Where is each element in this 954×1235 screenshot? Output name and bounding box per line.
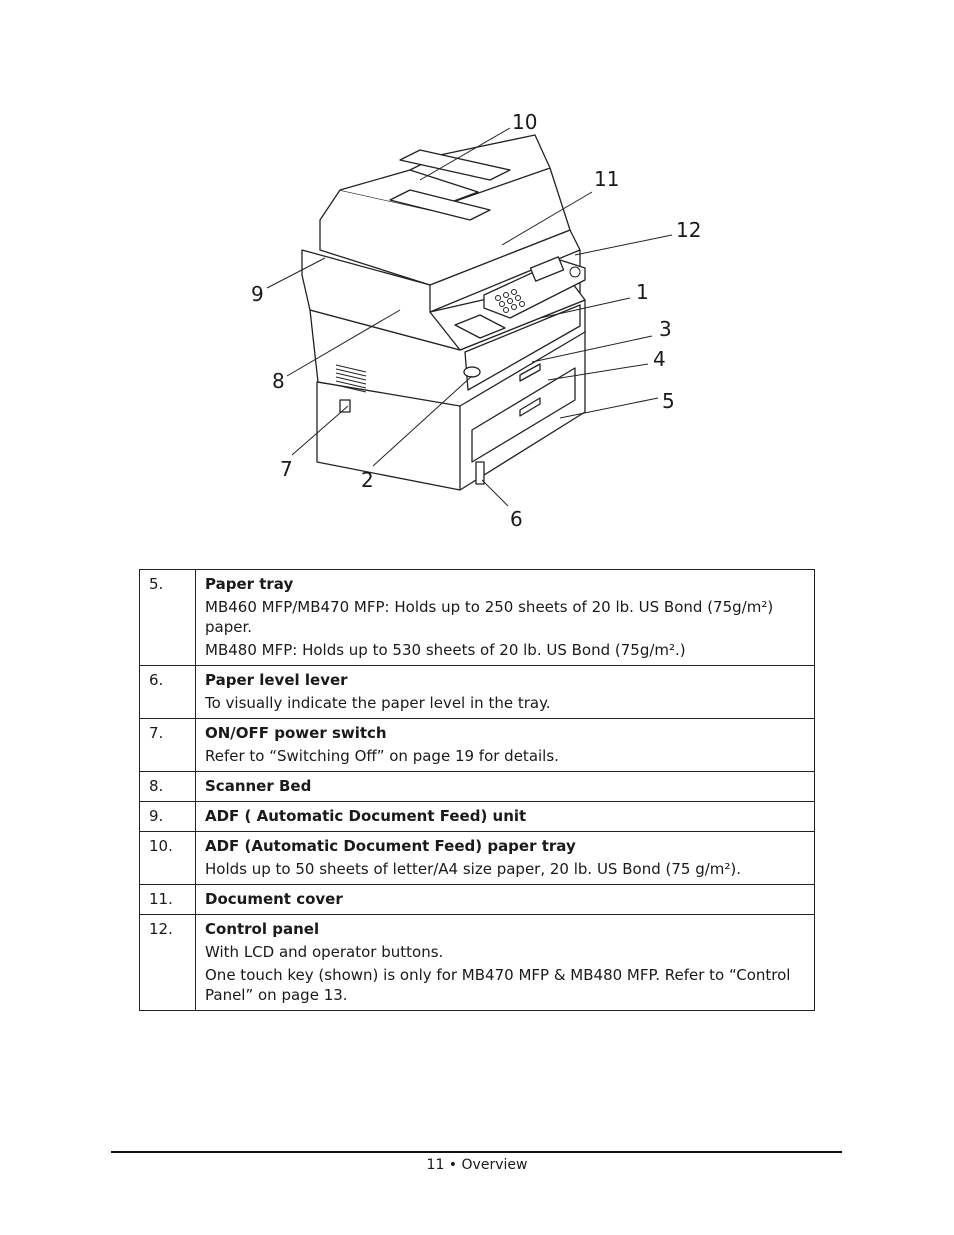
table-row xyxy=(140,772,815,802)
callout-9: 9 xyxy=(251,282,264,306)
item-description: One touch key (shown) is only for MB470 MFP & MB480 MFP. Refer to “Control Panel” on page 13. xyxy=(205,966,791,1004)
item-number: 7. xyxy=(140,719,196,772)
table-row xyxy=(140,570,815,666)
callout-6: 6 xyxy=(510,507,523,531)
item-title: ADF (Automatic Document Feed) paper tray xyxy=(205,837,576,855)
footer-rule xyxy=(111,1151,842,1153)
item-number: 10. xyxy=(140,832,196,885)
table-row xyxy=(140,885,815,915)
item-content xyxy=(196,570,815,666)
item-title: Document cover xyxy=(205,890,343,908)
item-content xyxy=(196,772,815,802)
printer-diagram xyxy=(240,100,720,540)
callout-3: 3 xyxy=(659,317,672,341)
item-number: 8. xyxy=(140,772,196,802)
table-row xyxy=(140,719,815,772)
item-content xyxy=(196,885,815,915)
page-footer: 11 • Overview xyxy=(426,1157,528,1173)
callout-4: 4 xyxy=(653,347,666,371)
table-row xyxy=(140,802,815,832)
table-row xyxy=(140,915,815,1011)
item-content xyxy=(196,719,815,772)
item-content xyxy=(196,802,815,832)
printer-body-drawing xyxy=(302,135,585,490)
callout-12: 12 xyxy=(676,218,702,242)
table-row xyxy=(140,832,815,885)
printer-illustration xyxy=(240,100,720,540)
item-title: ON/OFF power switch xyxy=(205,724,387,742)
item-content xyxy=(196,832,815,885)
table-row xyxy=(140,666,815,719)
callout-10: 10 xyxy=(512,110,538,134)
item-title: Paper level lever xyxy=(205,671,348,689)
item-description: MB480 MFP: Holds up to 530 sheets of 20 lb. US Bond (75g/m².) xyxy=(205,641,686,659)
item-description: To visually indicate the paper level in the tray. xyxy=(205,694,551,712)
item-description: Holds up to 50 sheets of letter/A4 size paper, 20 lb. US Bond (75 g/m²). xyxy=(205,860,742,878)
item-description: Refer to “Switching Off” on page 19 for details. xyxy=(205,747,559,765)
item-number: 12. xyxy=(140,915,196,1011)
item-number: 5. xyxy=(140,570,196,666)
item-content xyxy=(196,666,815,719)
item-description: MB460 MFP/MB470 MFP: Holds up to 250 sheets of 20 lb. US Bond (75g/m²) paper. xyxy=(205,598,774,636)
item-number: 6. xyxy=(140,666,196,719)
callout-8: 8 xyxy=(272,369,285,393)
parts-table xyxy=(139,569,815,1011)
item-title: Paper tray xyxy=(205,575,294,593)
item-number: 11. xyxy=(140,885,196,915)
item-title: Control panel xyxy=(205,920,320,938)
callout-11: 11 xyxy=(594,167,620,191)
callout-7: 7 xyxy=(280,457,293,481)
item-title: Scanner Bed xyxy=(205,777,312,795)
callout-1: 1 xyxy=(636,280,649,304)
item-title: ADF ( Automatic Document Feed) unit xyxy=(205,807,527,825)
callout-2: 2 xyxy=(361,468,374,492)
callout-5: 5 xyxy=(662,389,675,413)
item-number: 9. xyxy=(140,802,196,832)
item-content xyxy=(196,915,815,1011)
item-description: With LCD and operator buttons. xyxy=(205,943,444,961)
